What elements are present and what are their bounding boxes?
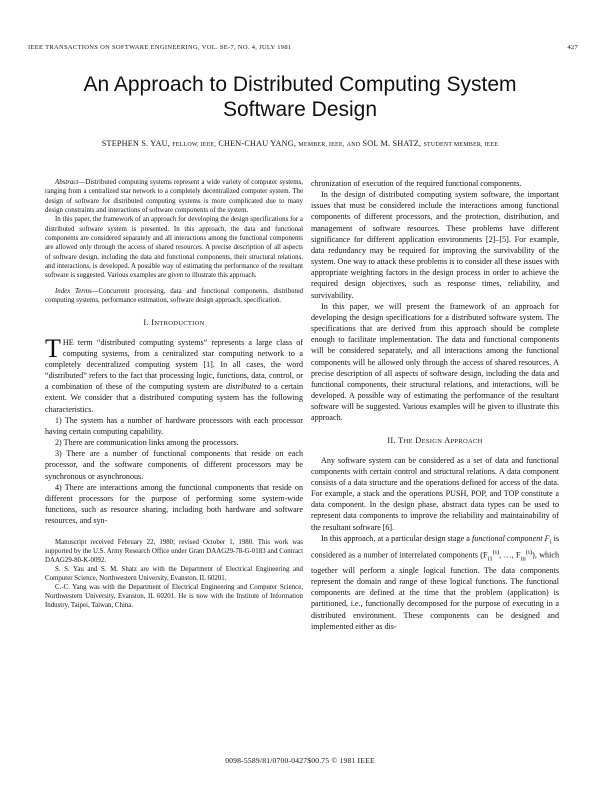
- author-and: AND: [346, 142, 361, 148]
- intro-paragraph-3: In this paper, we will present the framework of an approach for developing the design specifications for a distributed software system. The specifications that are derived from this approach should be complete enough to facilitate implementation. The data and functional components will be considered separately, and all interactions among the functional components will be allowed only through the access of shared resources. A precise description of all aspects of software design, including the data and functional components, their structural relations, and interactions, will be developed. A possible way of estimating the performance of the resultant software will be suggested. Various examples will be given to illustrate this approach.: [311, 301, 559, 423]
- title-line-1: An Approach to Distributed Computing System: [83, 73, 517, 96]
- drop-cap: T: [45, 333, 61, 363]
- intro-continuation: chronization of execution of the required functional components.: [311, 179, 522, 188]
- author-yang: CHEN-CHAU YANG,: [218, 139, 297, 148]
- list-item: 1) The system has a number of hardware processors with each processor having certain computing capability.: [45, 415, 303, 436]
- copyright-line: 0098-5589/81/0700-0427$00.75 © 1981 IEEE: [225, 756, 375, 765]
- section-heading-introduction: I. INTRODUCTION: [143, 318, 205, 328]
- index-terms: Index Terms—Concurrent processing, data and functional components, distributed computing systems, performance estimation, software design approach, specification.: [45, 287, 303, 305]
- left-column: [45, 178, 303, 610]
- index-terms-label: Index Terms: [55, 287, 92, 295]
- section-heading-design-approach: II. THE DESIGN APPROACH: [387, 436, 483, 446]
- footnote-affiliation-2: C.-C. Yang was with the Department of Electrical Engineering and Computer Science, Northwestern University, Evanston, IL 60201. He is now with the Institute of Information Industry, Taipei, Taiwan, China.: [45, 584, 303, 610]
- abstract: [45, 178, 303, 281]
- intro-paragraph-1: THE term “distributed computing systems” represents a large class of computing systems, from a centralized star computing network to a completely decentralized computing system [1]. In all cases, the word “distributed” refers to the fact that processing logic, functions, data, control, or a combination of these of the computing system are distributed to a certain extent. We consider that a distributed computing system has the following characteristics.: [45, 333, 304, 414]
- list-item: 2) There are communication links among the processors.: [55, 438, 239, 448]
- author-shatz: SOL M. SHATZ,: [362, 139, 422, 148]
- journal-header: IEEE TRANSACTIONS ON SOFTWARE ENGINEERING, VOL. SE-7, NO. 4, JULY 1981: [28, 44, 292, 51]
- abstract-paragraph-1: Abstract—Distributed computing systems represent a wide variety of computer systems, ranging from a centralized star network to a completely decentralized computer system. The design of software for distributed computing systems is more complicated due to many design constraints and interactions of software components of the system.: [45, 179, 303, 215]
- paper-title: [0, 72, 600, 122]
- author-yau: STEPHEN S. YAU,: [101, 139, 170, 148]
- characteristics-list: [45, 415, 303, 527]
- abstract-paragraph-2: In this paper, the framework of an approach for developing the design specifications for a distributed software system is presented. In this approach, the data and functional components are considered separately and all interactions among the functional components are allowed only through the access of shared resources. A precise description of all aspects of software design, including the data and functional components, their structural relations, and interactions, is developed. A possible way of estimating the performance of the resultant software is suggested. Various examples are given to illustrate this approach.: [45, 216, 303, 280]
- design-paragraph-1: Any software system can be considered as a set of data and functional components with certain control and structural relations. A data component consists of a data structure and the operations defined for access of the data. For example, a stack and the operations PUSH, POP, and TOP constitute a data component. In the design phase, abstract data types can be used to represent data components to improve the reliability and maintainability of the resultant software [6].: [311, 455, 559, 532]
- intro-paragraph-2: In the design of distributed computing system software, the important issues that must be considered include the interactions among functional components of different processors, and the protection, distribution, and management of software resources. These problems have different significance for different application environments [2]–[5]. For example, data redundancy may be required for improving the survivability of the system. One way to attack these problems is to consider all these issues with appropriate weighting factors in the design process in order to achieve the required design objectives, such as response times, reliability, and survivability.: [311, 190, 559, 300]
- page-number: 427: [567, 44, 578, 51]
- running-header: [28, 44, 578, 56]
- footnote-affiliation-1: S. S. Yau and S. M. Shatz are with the Department of Electrical Engineering and Computer Science, Northwestern University, Evanston, IL 60201.: [45, 566, 303, 583]
- title-line-2: Software Design: [222, 98, 378, 121]
- author-line: [20, 139, 580, 148]
- author-yang-role: MEMBER, IEEE,: [298, 142, 345, 148]
- footnote-manuscript: Manuscript received February 22, 1980; revised October 1, 1980. This work was supported by the U.S. Army Research Office under Grant DAAG29-78-G-0183 and Contract DAAG29-80-K-0092.: [45, 539, 303, 565]
- list-item: 3) There are a number of functional components that reside on each processor, and the software components of different processors may be synchronous or asynchronous.: [45, 449, 303, 481]
- right-column: [311, 178, 559, 632]
- author-shatz-role: STUDENT MEMBER, IEEE: [423, 142, 499, 148]
- list-item: 4) There are interactions among the functional components that reside on different processors for the purpose of performing some system-wide functions, such as resource sharing, including both hardware and software resources, and syn-: [45, 482, 303, 526]
- author-yau-role: FELLOW, IEEE,: [172, 142, 217, 148]
- abstract-label: Abstract: [55, 179, 79, 186]
- design-paragraph-2: In this approach, at a particular design stage a functional component $F_i$ is considered as a number of interrelated components ($F_{i1}^{(i)}$, …, $F_{in}^{(i)}$), which together will perform a single logical function. The data components represent the domain and range of these logical functions. The functional components are defined at the time that the problem (application) is partitioned, i.e., functionally decomposed for the purpose of executing in a distributed environment. These components can be designed and implemented either as dis-: [311, 533, 559, 631]
- footnote: [45, 538, 303, 610]
